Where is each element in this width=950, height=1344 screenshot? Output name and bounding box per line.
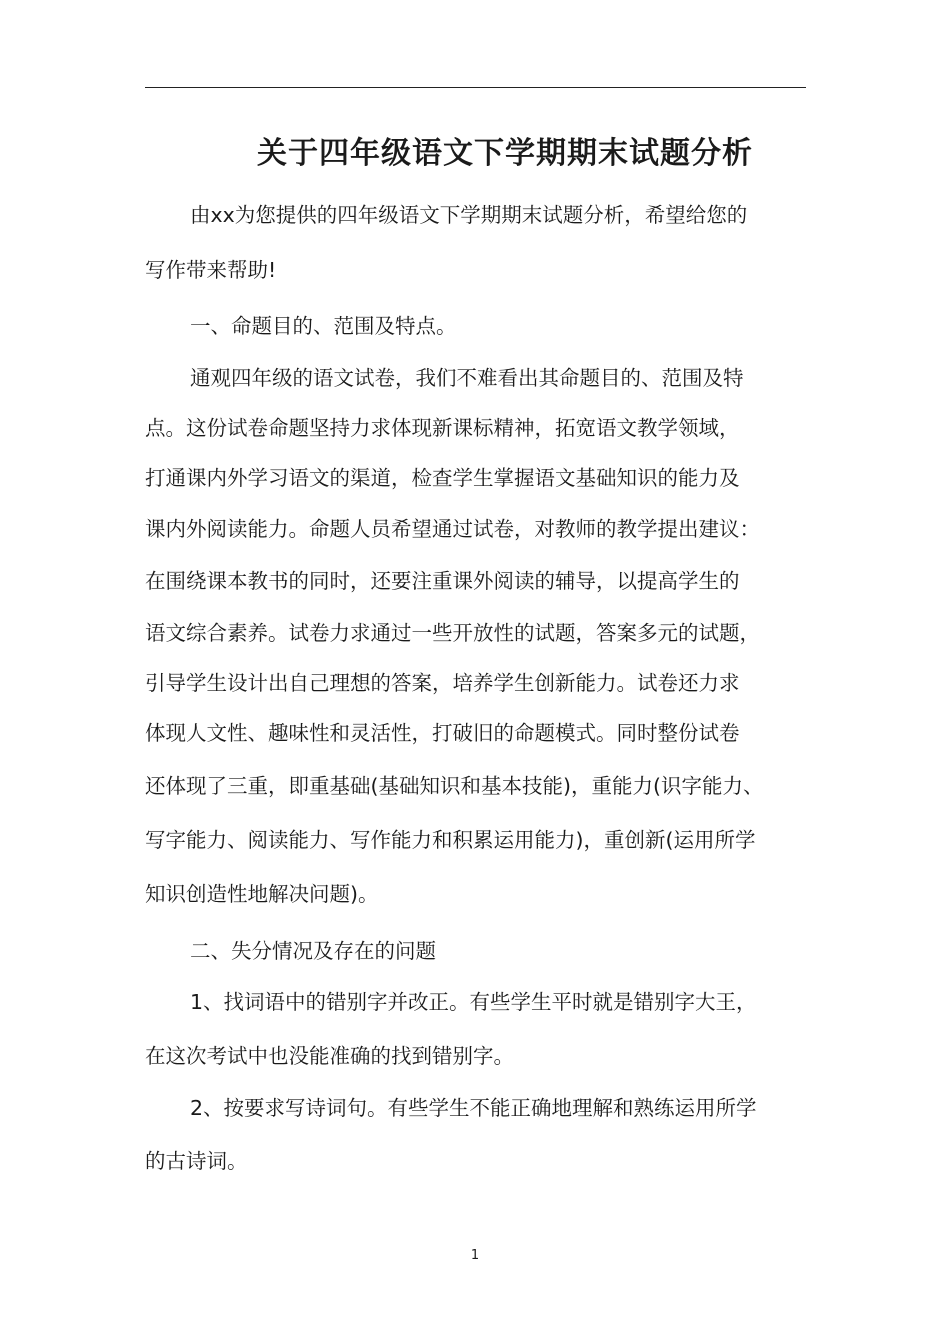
body-line: 由xx为您提供的四年级语文下学期期末试题分析，希望给您的 [190, 203, 748, 227]
page-title: 关于四年级语文下学期期末试题分析 [257, 136, 753, 171]
body-line: 引导学生设计出自己理想的答案，培养学生创新能力。试卷还力求 [145, 671, 740, 695]
body-line: 通观四年级的语文试卷，我们不难看出其命题目的、范围及特 [190, 366, 744, 390]
body-line: 打通课内外学习语文的渠道，检查学生掌握语文基础知识的能力及 [145, 466, 740, 490]
body-line: 的古诗词。 [145, 1149, 248, 1173]
body-line: 课内外阅读能力。命题人员希望通过试卷，对教师的教学提出建议： [145, 517, 760, 541]
header-rule [145, 87, 806, 88]
body-line: 点。这份试卷命题坚持力求体现新课标精神，拓宽语文教学领域， [145, 416, 740, 440]
body-line: 体现人文性、趣味性和灵活性，打破旧的命题模式。同时整份试卷 [145, 721, 740, 745]
body-line: 1、找词语中的错别字并改正。有些学生平时就是错别字大王， [190, 990, 757, 1014]
body-line: 2、按要求写诗词句。有些学生不能正确地理解和熟练运用所学 [190, 1096, 757, 1120]
body-line: 语文综合素养。试卷力求通过一些开放性的试题，答案多元的试题， [145, 621, 760, 645]
page-number: 1 [470, 1248, 480, 1263]
body-line: 写字能力、阅读能力、写作能力和积累运用能力)，重创新(运用所学 [145, 828, 756, 852]
section-heading: 一、命题目的、范围及特点。 [190, 314, 457, 338]
body-line: 还体现了三重，即重基础(基础知识和基本技能)，重能力(识字能力、 [145, 774, 764, 798]
body-line: 在围绕课本教书的同时，还要注重课外阅读的辅导，以提高学生的 [145, 569, 740, 593]
body-line: 写作带来帮助! [145, 258, 277, 282]
body-line: 在这次考试中也没能准确的找到错别字。 [145, 1044, 514, 1068]
section-heading: 二、失分情况及存在的问题 [190, 939, 436, 963]
body-line: 知识创造性地解决问题)。 [145, 882, 379, 906]
